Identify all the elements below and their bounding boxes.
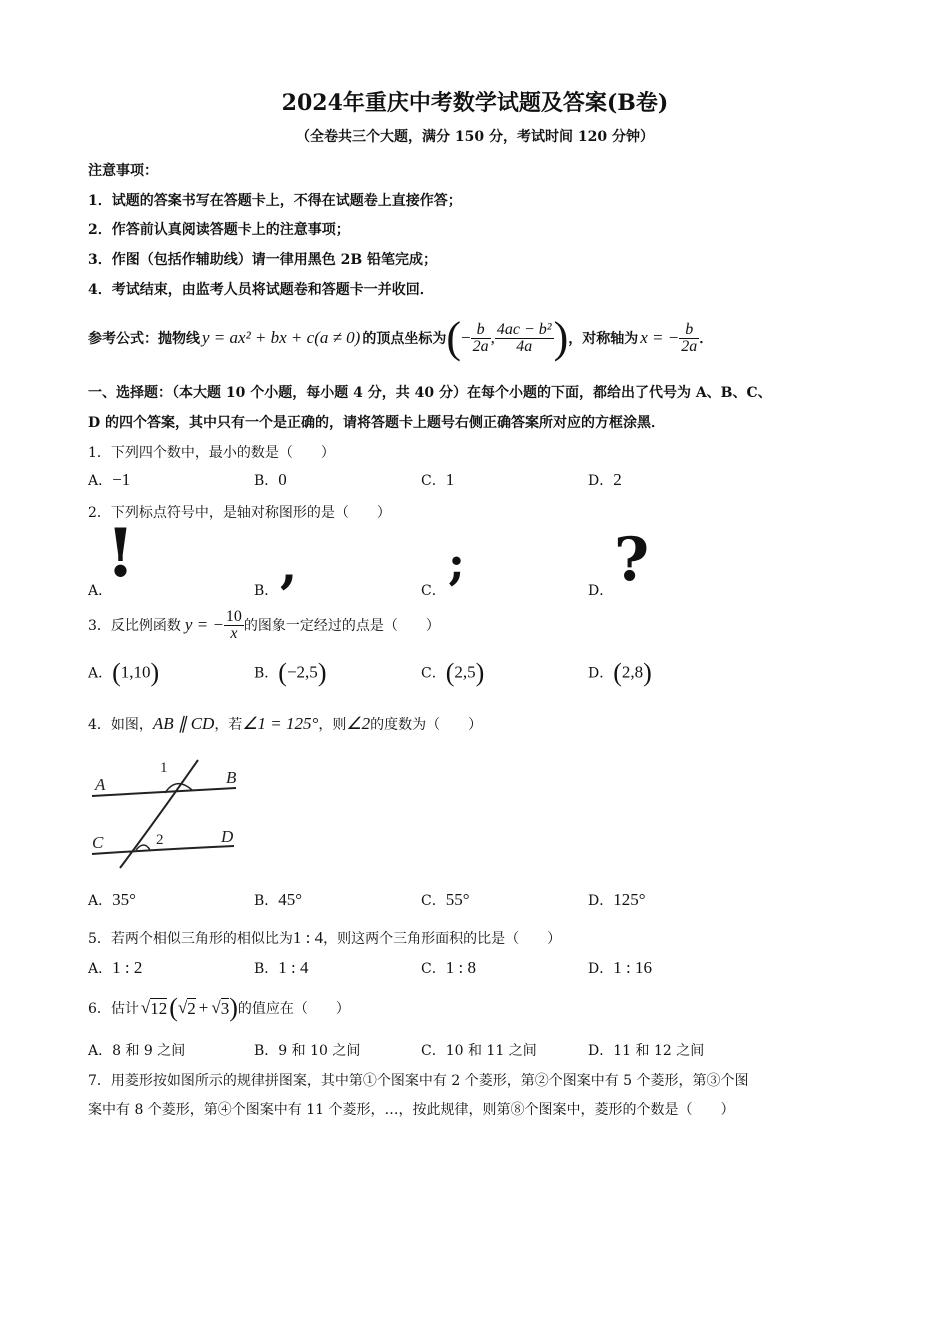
formula-mid: 的顶点坐标为: [362, 331, 447, 347]
label-angle-1: 1: [160, 760, 168, 776]
q2-option-b-label: B．: [254, 583, 279, 599]
formula-lead: 参考公式：抛物线: [88, 331, 200, 347]
q6-option-d: D．11 和 12 之间: [588, 1043, 705, 1059]
axis-fraction: $\frac{b}{2a}$: [681, 320, 698, 355]
page-title: 2024年重庆中考数学试题及答案(B卷): [281, 90, 669, 116]
note-item-2: 2．作答前认真阅读答题卡上的注意事项；: [88, 222, 350, 238]
note-item-1: 1．试题的答案书写在答题卡上，不得在试题卷上直接作答；: [88, 193, 462, 209]
q1-option-a: A．−1: [88, 470, 131, 489]
sqrt-3: 3: [220, 998, 230, 1018]
left-paren: (: [446, 313, 462, 362]
note-item-3: 3．作图（包括作辅助线）请一律用黑色 2B 铅笔完成；: [88, 252, 438, 268]
label-a: A: [95, 775, 106, 794]
axis-text: ，对称轴为: [568, 331, 639, 347]
exam-info: （全卷共三个大题，满分 150 分，考试时间 120 分钟）: [296, 129, 654, 145]
q6-option-c: C．10 和 11 之间: [421, 1043, 537, 1059]
axis-x: x = −: [640, 328, 680, 347]
label-b: B: [226, 768, 237, 787]
right-paren: ): [553, 313, 569, 362]
q5-stem: 5．若两个相似三角形的相似比为1 : 4，则这两个三角形面积的比是（ ）: [88, 928, 562, 947]
question-mark-icon: ?: [614, 525, 650, 595]
q1-option-d: D．2: [588, 470, 622, 489]
formula-end: ．: [699, 331, 714, 347]
exclamation-mark-icon: !: [106, 514, 135, 592]
q3-option-d: D．(2,8): [588, 658, 652, 687]
line-ab: [92, 788, 236, 796]
q5-option-c: C．1 : 8: [421, 958, 476, 977]
sqrt-12: 12: [150, 998, 168, 1018]
sqrt-2: 2: [187, 998, 196, 1018]
q3-option-b: B．(−2,5): [254, 658, 327, 687]
q4-option-a: A．35°: [88, 890, 136, 909]
label-c: C: [92, 833, 104, 852]
q5-option-a: A．1 : 2: [88, 958, 143, 977]
q6-option-a: A．8 和 9 之间: [88, 1043, 186, 1059]
q4-option-d: D．125°: [588, 890, 646, 909]
q5-option-b: B．1 : 4: [254, 958, 309, 977]
vertex-x-fraction: $\frac{b}{2a}$: [472, 320, 489, 355]
q3-option-c: C．(2,5): [421, 658, 485, 687]
q2-option-a-label: A．: [88, 583, 113, 599]
label-d: D: [221, 827, 234, 846]
q6-stem: 6．估计 √ 12 ( √ 2 + √ 3 ) 的值应在（ ）: [88, 993, 350, 1022]
q3-stem: 3．反比例函数 y = − $\frac{10}{x}$ 的图象一定经过的点是（ ）: [88, 607, 440, 642]
q1-option-b: B．0: [254, 470, 287, 489]
section1-line2: D 的四个答案，其中只有一个是正确的，请将答题卡上题号右侧正确答案所对应的方框涂黑．: [88, 415, 666, 431]
reference-formula: 参考公式：抛物线 y = ax² + bx + c(a ≠ 0) 的顶点坐标为 ( − $\frac{b}{2a}$ , $\frac{\text{4ac − b²}}{4a}$ ) ，对称轴为 x = − $\frac{b}{2a}$ ．: [88, 313, 714, 362]
angle-2-arc: [136, 845, 150, 850]
q2-option-c-label: C．: [421, 583, 446, 599]
q4-option-c: C．55°: [421, 890, 470, 909]
q7-line2: 案中有 8 个菱形，第④个图案中有 11 个菱形，…，按此规律，则第⑧个图案中，菱形的个数是（ ）: [88, 1102, 735, 1118]
q3-fraction: $\frac{10}{x}$: [225, 607, 242, 642]
parallel-lines-figure: [86, 750, 256, 875]
q1-option-c: C．1: [421, 470, 455, 489]
q7-line1: 7．用菱形按如图所示的规律拼图案，其中第①个图案中有 2 个菱形，第②个图案中有 5 个菱形，第③个图: [88, 1073, 749, 1089]
q4-stem: 4．如图，AB ∥ CD，若∠1 = 125°，则∠2的度数为（ ）: [88, 714, 483, 733]
q5-option-d: D．1 : 16: [588, 958, 652, 977]
comma-icon: ,: [280, 535, 298, 594]
q6-option-b: B．9 和 10 之间: [254, 1043, 361, 1059]
section1-line1: 一、选择题：（本大题 10 个小题，每小题 4 分，共 40 分）在每个小题的下面，都给出了代号为 A、B、C、: [88, 385, 772, 401]
q3-option-a: A．(1,10): [88, 658, 160, 687]
note-item-4: 4．考试结束，由监考人员将试题卷和答题卡一并收回．: [88, 282, 434, 298]
parabola-function: y = ax² + bx + c(a ≠ 0): [202, 328, 361, 347]
notes-heading: 注意事项：: [88, 163, 158, 179]
q4-option-b: B．45°: [254, 890, 303, 909]
vertex-y-fraction: $\frac{\text{4ac − b²}}{4a}$: [496, 320, 552, 355]
q2-option-d-label: D．: [588, 583, 614, 599]
q1-stem: 1．下列四个数中，最小的数是（ ）: [88, 445, 335, 461]
semicolon-icon: ;: [448, 536, 465, 590]
transversal-line: [120, 760, 198, 868]
q2-stem: 2．下列标点符号中，是轴对称图形的是（ ）: [88, 505, 391, 521]
label-angle-2: 2: [156, 832, 164, 848]
